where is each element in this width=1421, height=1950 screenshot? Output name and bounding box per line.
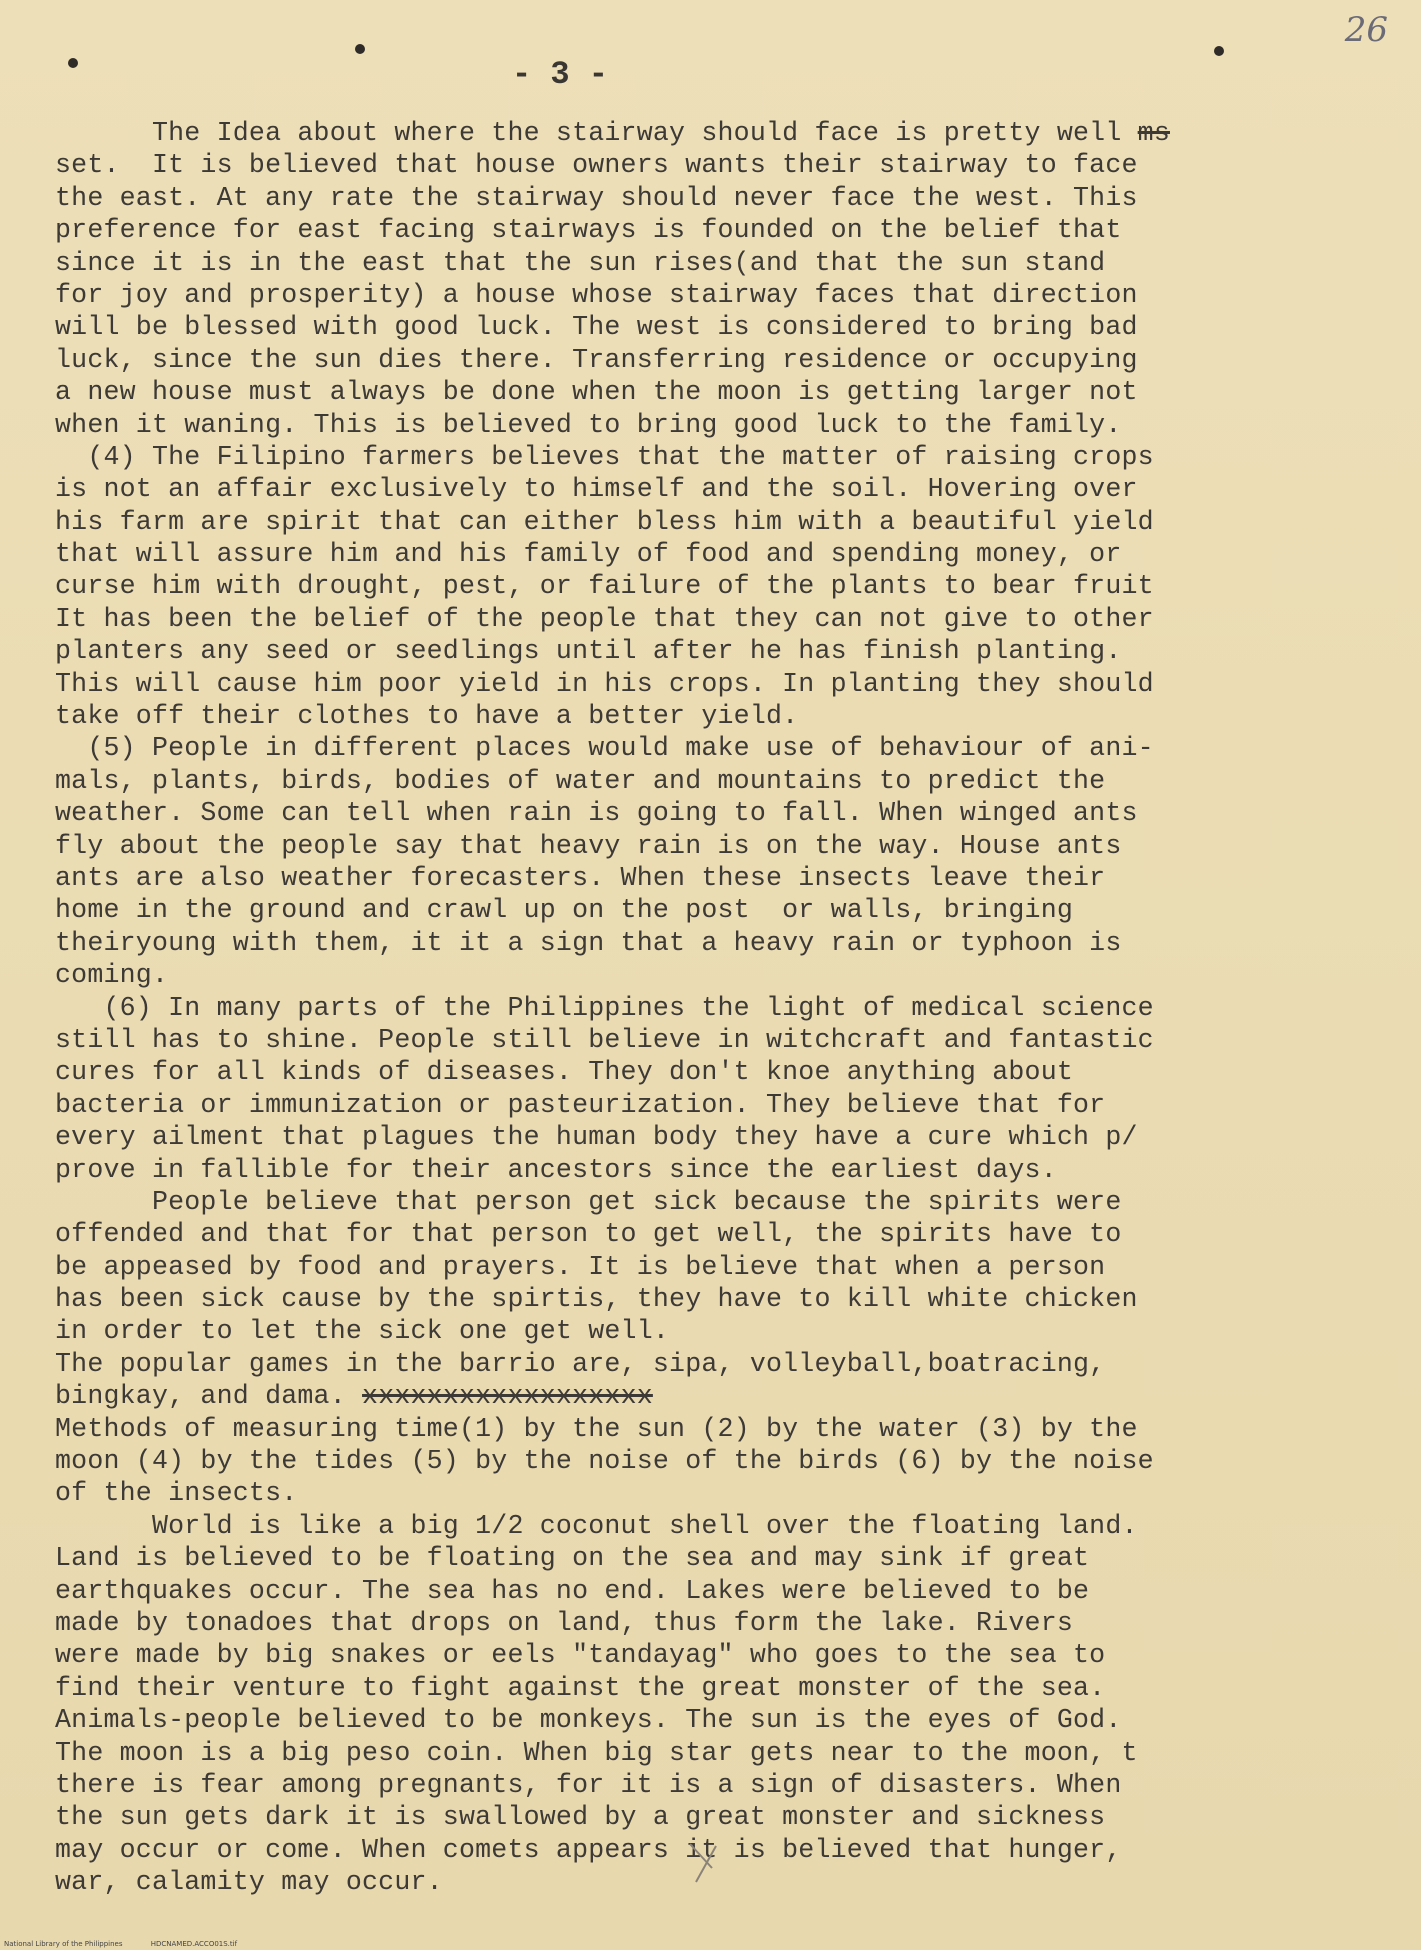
text-line-content: planters any seed or seedlings until after he has finish planting. [55,636,1122,667]
text-line-content: has been sick cause by the spirtis, they have to kill white chicken [55,1284,1138,1315]
text-line [55,1445,1375,1477]
text-line-content: his farm are spirit that can either bless him with a beautiful yield [55,506,1154,537]
text-line-content: prove in fallible for their ancestors since the earliest days. [55,1154,1057,1185]
archive-footer [0,1938,1421,1950]
text-line [55,1251,1375,1283]
text-line-content: for joy and prosperity) a house whose stairway faces that direction [55,279,1138,310]
text-line-content: weather. Some can tell when rain is going to fall. When winged ants [55,798,1138,829]
text-line [55,1510,1375,1542]
text-line-content: offended and that for that person to get well, the spirits have to [55,1219,1122,1250]
text-line [55,1283,1375,1315]
punch-hole-mark [68,58,78,68]
text-line-content: the sun gets dark it is swallowed by a great monster and sickness [55,1802,1106,1833]
text-line-content: Animals-people believed to be monkeys. The sun is the eyes of God. [55,1705,1122,1736]
text-line [55,1348,1375,1380]
text-line-content: may occur or come. When comets appears it is believed that hunger, [55,1834,1122,1865]
text-line [55,862,1375,894]
text-line [55,473,1375,505]
text-line-content: earthquakes occur. The sea has no end. Lakes were believed to be [55,1575,1090,1606]
text-line [55,1413,1375,1445]
text-line [55,214,1375,246]
text-line-content: It has been the belief of the people that they can not give to other [55,603,1154,634]
footer-archive-name: National Library of the Philippines [4,1940,123,1948]
text-line-content: when it waning. This is believed to bring good luck to the family. [55,409,1122,440]
footer-file-name: HDCNAMED.ACCO01S.tif [150,1940,238,1948]
text-line-content: take off their clothes to have a better yield. [55,701,799,732]
text-line [55,1737,1375,1769]
text-line-content: World is like a big 1/2 coconut shell over the floating land. [55,1510,1138,1541]
page-number: - 3 - [511,56,608,93]
text-line [55,830,1375,862]
text-line-content: is not an affair exclusively to himself and the soil. Hovering over [55,474,1138,505]
text-line [55,959,1375,991]
text-line [55,1218,1375,1250]
text-line-content: curse him with drought, pest, or failure of the plants to bear fruit [55,571,1154,602]
text-line [55,1769,1375,1801]
text-line-content: The Idea about where the stairway should face is pretty well [55,118,1138,148]
text-line [55,1024,1375,1056]
text-line-content: find their venture to fight against the great monster of the sea. [55,1672,1106,1703]
struck-out-text: ms [1137,118,1170,148]
text-line-content: will be blessed with good luck. The west is considered to bring bad [55,312,1138,343]
text-line [55,1704,1375,1736]
text-line [55,376,1375,408]
text-line-content: theiryoung with them, it it a sign that a heavy rain or typhoon is [55,927,1122,958]
text-line-content: (6) In many parts of the Philippines the light of medical science [55,992,1154,1023]
text-line [55,311,1375,343]
text-line [55,700,1375,732]
struck-out-text: xxxxxxxxxxxxxxxxxx [362,1381,653,1412]
text-line-content: coming. [55,960,169,991]
text-line-content: This will cause him poor yield in his crops. In planting they should [55,668,1154,699]
text-line [55,182,1375,214]
text-line [55,1089,1375,1121]
text-line-content: mals, plants, birds, bodies of water and mountains to predict the [55,765,1106,796]
text-line [55,1380,1375,1412]
text-line [55,279,1375,311]
text-line-content: cures for all kinds of diseases. They don't knoe anything about [55,1057,1074,1088]
text-line-content: (4) The Filipino farmers believes that the matter of raising crops [55,441,1154,472]
text-line [55,1154,1375,1186]
text-line [55,570,1375,602]
text-line-content: (5) People in different places would make use of behaviour of ani- [55,733,1154,764]
text-line [55,1639,1375,1671]
text-line [55,506,1375,538]
text-line [55,1801,1375,1833]
text-line [55,1575,1375,1607]
text-line-content: be appeased by food and prayers. It is believe that when a person [55,1251,1106,1282]
text-line [55,117,1375,149]
text-line-content: moon (4) by the tides (5) by the noise of the birds (6) by the noise [55,1446,1154,1477]
text-line [55,797,1375,829]
pen-mark-icon [682,1838,732,1888]
text-line [55,538,1375,570]
text-line [55,732,1375,764]
text-line-content: preference for east facing stairways is founded on the belief that [55,215,1122,246]
text-line [55,441,1375,473]
text-line [55,409,1375,441]
text-line [55,1477,1375,1509]
text-line [55,992,1375,1024]
text-line [55,894,1375,926]
text-line [55,149,1375,181]
text-line [55,1607,1375,1639]
text-line-content: Land is believed to be floating on the sea and may sink if great [55,1543,1090,1574]
text-line-content: People believe that person get sick because the spirits were [55,1186,1122,1217]
text-line-content: ants are also weather forecasters. When these insects leave their [55,862,1106,893]
text-line [55,1186,1375,1218]
text-line [55,668,1375,700]
text-line [55,344,1375,376]
text-line-content: set. It is believed that house owners wants their stairway to face [55,150,1138,181]
text-line [55,1121,1375,1153]
punch-hole-mark [355,44,365,54]
text-line-content: fly about the people say that heavy rain is on the way. House ants [55,830,1122,861]
text-line-content: Methods of measuring time(1) by the sun (2) by the water (3) by the [55,1413,1138,1444]
text-line-content: still has to shine. People still believe in witchcraft and fantastic [55,1024,1154,1055]
punch-hole-mark [1214,46,1224,56]
text-line-content: were made by big snakes or eels "tandayag" who goes to the sea to [55,1640,1106,1671]
handwritten-page-annotation: 26 [1344,10,1388,50]
text-line [55,1315,1375,1347]
text-line-content: in order to let the sick one get well. [55,1316,670,1347]
text-line [55,1542,1375,1574]
text-line [55,1056,1375,1088]
text-line-content: bingkay, and dama. [55,1381,363,1412]
text-line [55,927,1375,959]
text-line [55,765,1375,797]
text-line [55,603,1375,635]
text-line [55,247,1375,279]
text-line-content: The moon is a big peso coin. When big star gets near to the moon, t [55,1737,1138,1768]
text-line-content: that will assure him and his family of food and spending money, or [55,539,1122,570]
text-line-content: The popular games in the barrio are, sipa, volleyball,boatracing, [55,1348,1106,1379]
text-line-content: luck, since the sun dies there. Transferring residence or occupying [55,344,1138,375]
typewritten-body [55,117,1375,1898]
text-line-content: war, calamity may occur. [55,1867,443,1898]
text-line-content: every ailment that plagues the human body they have a cure which p/ [55,1122,1138,1153]
text-line [55,1672,1375,1704]
text-line-content: the east. At any rate the stairway should never face the west. This [55,182,1138,213]
text-line-content: of the insects. [55,1478,298,1509]
text-line-content: there is fear among pregnants, for it is a sign of disasters. When [55,1769,1122,1800]
text-line-content: made by tonadoes that drops on land, thus form the lake. Rivers [55,1607,1074,1638]
text-line-content: home in the ground and crawl up on the post or walls, bringing [55,895,1074,926]
text-line-content: a new house must always be done when the moon is getting larger not [55,377,1138,408]
text-line-content: bacteria or immunization or pasteurization. They believe that for [55,1089,1106,1120]
text-line-content: since it is in the east that the sun rises(and that the sun stand [55,247,1106,278]
text-line [55,635,1375,667]
